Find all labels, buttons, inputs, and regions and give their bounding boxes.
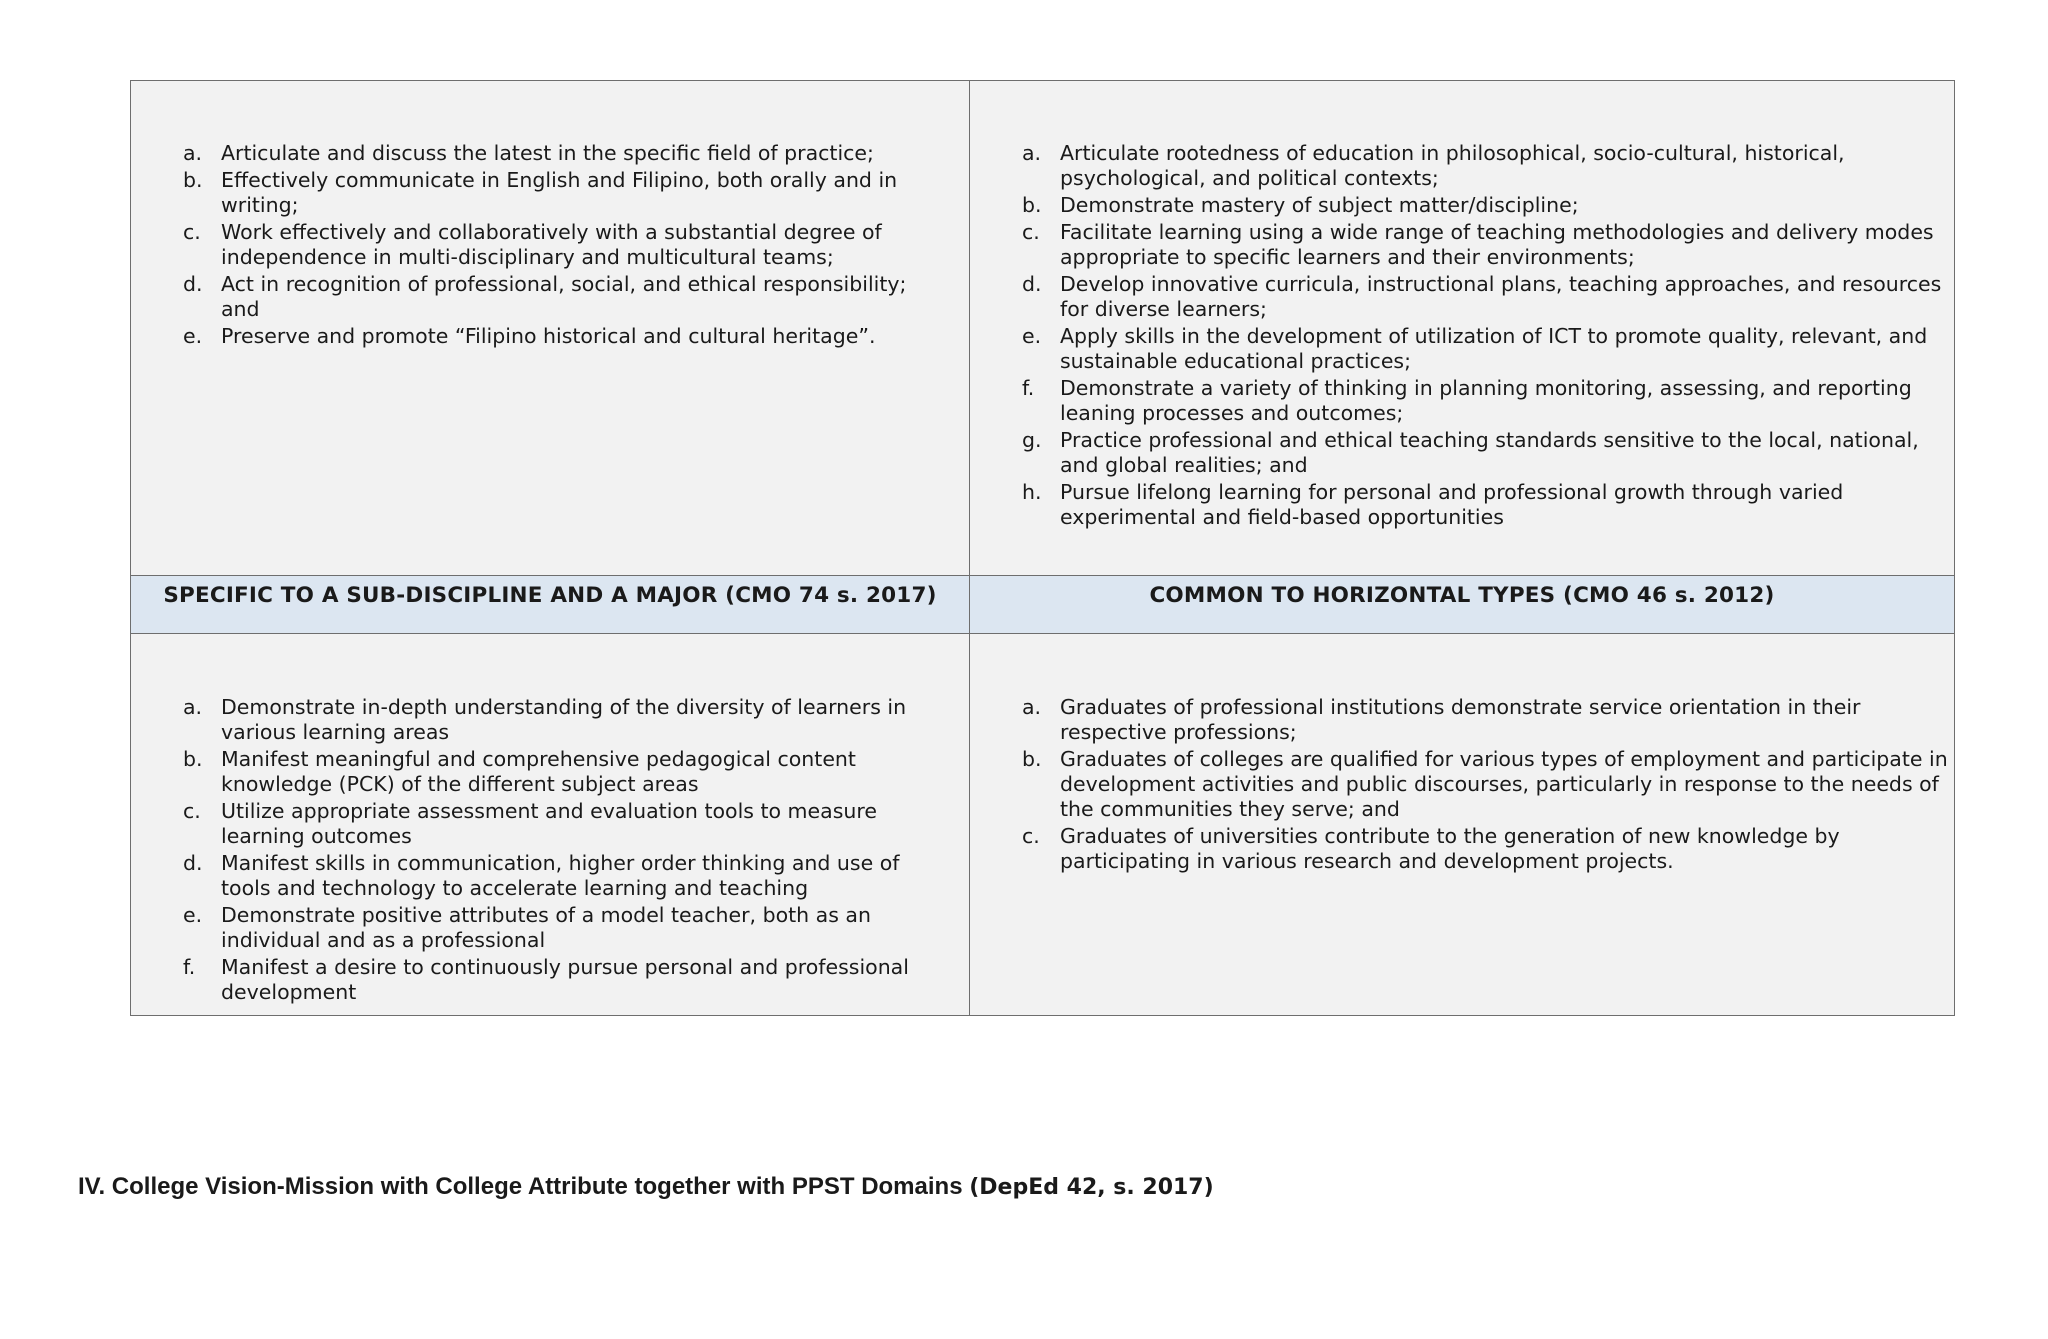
- list-item: [131, 141, 969, 166]
- list-item-text: Graduates of universities contribute to the generation of new knowledge by participating in various research and development projects.: [1060, 824, 1840, 873]
- header-left-cell: SPECIFIC TO A SUB-DISCIPLINE AND A MAJOR (CMO 74 s. 2017): [131, 576, 970, 633]
- list-item-text: Apply skills in the development of utilization of ICT to promote quality, relevant, and sustainable educational practices;: [1060, 324, 1928, 373]
- bottom-left-list: [131, 695, 969, 1005]
- list-item-marker: c.: [183, 799, 201, 823]
- list-item-marker: g.: [1022, 428, 1042, 452]
- list-item-marker: e.: [183, 324, 203, 348]
- list-item-marker: f.: [1022, 376, 1035, 400]
- list-item-text: Demonstrate mastery of subject matter/discipline;: [1060, 193, 1579, 217]
- list-item: [131, 851, 969, 901]
- list-item: [970, 193, 1954, 218]
- list-item-marker: a.: [183, 141, 203, 165]
- top-right-cell: [970, 81, 1954, 575]
- list-item-text: Facilitate learning using a wide range of teaching methodologies and delivery modes appropriate to specific learners and their environments;: [1060, 220, 1934, 269]
- list-item: [131, 747, 969, 797]
- list-item-text: Practice professional and ethical teaching standards sensitive to the local, national, and global realities; and: [1060, 428, 1919, 477]
- bottom-right-list: [970, 695, 1954, 874]
- list-item-text: Demonstrate positive attributes of a model teacher, both as an individual and as a professional: [221, 903, 871, 952]
- list-item-text: Manifest skills in communication, higher order thinking and use of tools and technology to accelerate learning and teaching: [221, 851, 900, 900]
- list-item: [131, 695, 969, 745]
- list-item-marker: a.: [1022, 695, 1042, 719]
- list-item-text: Pursue lifelong learning for personal and professional growth through varied experimental and field-based opportunities: [1060, 480, 1844, 529]
- list-item-marker: d.: [183, 272, 203, 296]
- bottom-left-cell: [131, 634, 970, 1015]
- list-item-marker: d.: [183, 851, 203, 875]
- list-item-marker: d.: [1022, 272, 1042, 296]
- list-item-marker: b.: [1022, 747, 1042, 771]
- list-item-marker: a.: [183, 695, 203, 719]
- list-item: [131, 272, 969, 322]
- list-item-marker: c.: [1022, 824, 1040, 848]
- list-item: [131, 903, 969, 953]
- list-item: [131, 220, 969, 270]
- list-item-text: Graduates of colleges are qualified for various types of employment and participate in development activities and public discourses, particularly in response to the needs of the communities they serve; and: [1060, 747, 1948, 821]
- top-left-list: [131, 141, 969, 349]
- list-item: [970, 272, 1954, 322]
- table-row-top: [131, 81, 1954, 575]
- list-item-marker: b.: [1022, 193, 1042, 217]
- list-item: [970, 695, 1954, 745]
- list-item-marker: c.: [183, 220, 201, 244]
- section-heading: [78, 1173, 1214, 1201]
- section-heading-ref: (DepEd 42, s. 2017): [969, 1175, 1214, 1200]
- list-item-marker: e.: [1022, 324, 1042, 348]
- list-item: [131, 168, 969, 218]
- list-item-text: Manifest meaningful and comprehensive pedagogical content knowledge (PCK) of the different subject areas: [221, 747, 856, 796]
- list-item: [970, 747, 1954, 822]
- list-item: [131, 955, 969, 1005]
- list-item-text: Manifest a desire to continuously pursue personal and professional development: [221, 955, 909, 1004]
- list-item-marker: c.: [1022, 220, 1040, 244]
- list-item-text: Effectively communicate in English and Filipino, both orally and in writing;: [221, 168, 898, 217]
- list-item: [970, 480, 1954, 530]
- top-right-list: [970, 141, 1954, 530]
- list-item-marker: b.: [183, 168, 203, 192]
- table-header-row: [131, 575, 1954, 634]
- outcomes-table: [130, 80, 1955, 1016]
- list-item-marker: b.: [183, 747, 203, 771]
- list-item: [970, 141, 1954, 191]
- section-heading-text: IV. College Vision-Mission with College Attribute together with PPST Domains: [78, 1173, 970, 1200]
- list-item-marker: h.: [1022, 480, 1042, 504]
- list-item: [970, 376, 1954, 426]
- list-item-text: Develop innovative curricula, instructional plans, teaching approaches, and resources for diverse learners;: [1060, 272, 1942, 321]
- list-item: [131, 799, 969, 849]
- list-item-text: Demonstrate in-depth understanding of the diversity of learners in various learning areas: [221, 695, 907, 744]
- list-item-text: Preserve and promote “Filipino historical and cultural heritage”.: [221, 324, 876, 348]
- list-item-text: Utilize appropriate assessment and evaluation tools to measure learning outcomes: [221, 799, 877, 848]
- list-item-text: Work effectively and collaboratively with a substantial degree of independence in multi-disciplinary and multicultural teams;: [221, 220, 882, 269]
- list-item: [970, 824, 1954, 874]
- header-right-cell: COMMON TO HORIZONTAL TYPES (CMO 46 s. 2012): [970, 576, 1954, 633]
- top-left-cell: [131, 81, 970, 575]
- list-item: [970, 324, 1954, 374]
- table-row-bottom: [131, 634, 1954, 1015]
- list-item-text: Act in recognition of professional, social, and ethical responsibility; and: [221, 272, 907, 321]
- list-item-marker: e.: [183, 903, 203, 927]
- list-item-marker: a.: [1022, 141, 1042, 165]
- bottom-right-cell: [970, 634, 1954, 1015]
- list-item-marker: f.: [183, 955, 196, 979]
- list-item-text: Articulate and discuss the latest in the specific field of practice;: [221, 141, 874, 165]
- list-item: [970, 428, 1954, 478]
- list-item: [131, 324, 969, 349]
- list-item-text: Graduates of professional institutions demonstrate service orientation in their respective professions;: [1060, 695, 1861, 744]
- list-item: [970, 220, 1954, 270]
- list-item-text: Demonstrate a variety of thinking in planning monitoring, assessing, and reporting leaning processes and outcomes;: [1060, 376, 1912, 425]
- list-item-text: Articulate rootedness of education in philosophical, socio-cultural, historical, psychological, and political contexts;: [1060, 141, 1845, 190]
